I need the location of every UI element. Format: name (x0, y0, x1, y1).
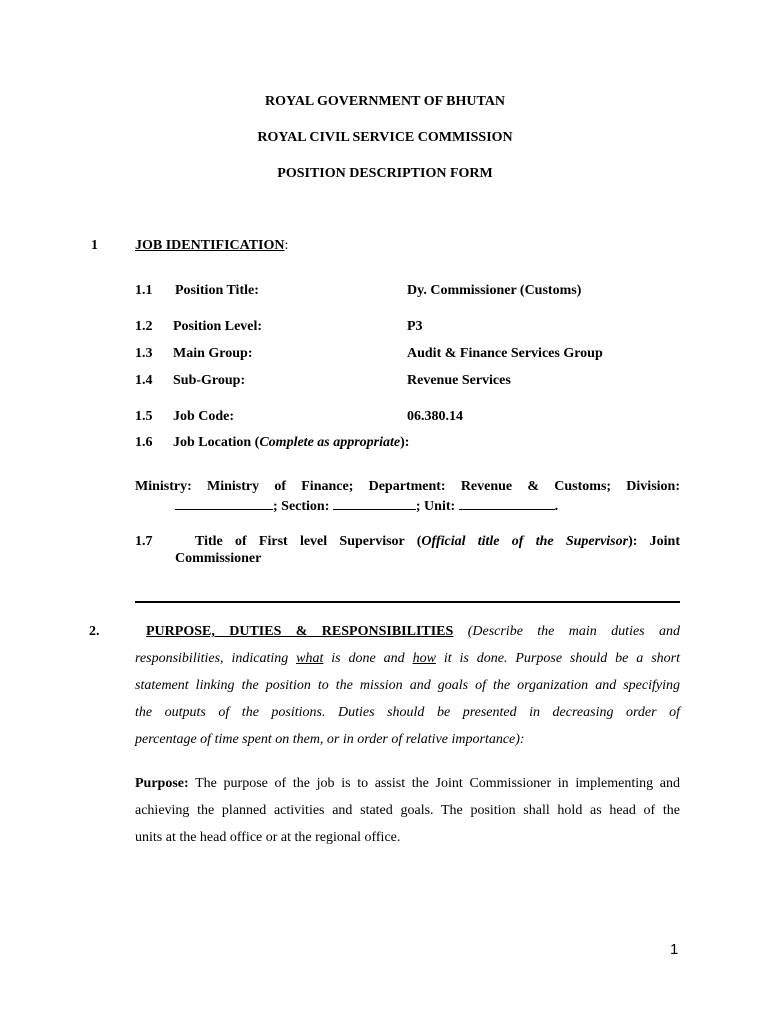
item-1-3-value: Audit & Finance Services Group (407, 346, 603, 361)
item-1-3-label: Main Group: (173, 346, 253, 361)
section-2-title: PURPOSE, DUTIES & RESPONSIBILITIES (146, 624, 454, 639)
item-1-3-number: 1.3 (135, 346, 153, 361)
header-line-3: POSITION DESCRIPTION FORM (277, 166, 493, 181)
item-1-2-value: P3 (407, 319, 423, 334)
page-number: 1 (670, 941, 679, 958)
instructions-line-2: responsibilities, indicating what is done and how it is done. Purpose should be a short (135, 651, 680, 666)
section-1-title: JOB IDENTIFICATION (135, 238, 285, 253)
item-1-1-number: 1.1 (135, 283, 153, 298)
item-1-7-label: Title of First level Supervisor (Official title of the Supervisor): Joint (195, 534, 680, 549)
purpose-line-3: units at the head office or at the regional office. (135, 830, 401, 845)
item-1-5-value: 06.380.14 (407, 409, 463, 424)
item-1-4-value: Revenue Services (407, 373, 511, 388)
purpose-line-2: achieving the planned activities and stated goals. The position shall hold as head of the (135, 803, 680, 818)
item-1-7-continuation: Commissioner (175, 551, 262, 566)
item-1-7-number: 1.7 (135, 534, 153, 549)
section-1-number: 1 (91, 238, 98, 253)
instructions-line-3: statement linking the position to the mission and goals of the organization and specifying (135, 678, 680, 693)
job-location-blanks-line: ; Section: ; Unit: . (175, 497, 558, 515)
division-blank[interactable] (175, 497, 273, 510)
section-divider (135, 601, 680, 603)
section-1-colon: : (284, 238, 289, 253)
purpose-label: Purpose: (135, 776, 189, 791)
item-1-5-label: Job Code: (173, 409, 235, 424)
item-1-6-number: 1.6 (135, 435, 153, 450)
purpose-line-1: Purpose: The purpose of the job is to assist the Joint Commissioner in implementing and (135, 776, 680, 791)
section-1-heading (135, 238, 288, 254)
item-1-2-number: 1.2 (135, 319, 153, 334)
item-1-4-number: 1.4 (135, 373, 153, 388)
item-1-2-label: Position Level: (173, 319, 263, 334)
section-blank[interactable] (333, 497, 416, 510)
instructions-line-4: the outputs of the positions. Duties should be presented in decreasing order of (135, 705, 680, 720)
header-line-1: ROYAL GOVERNMENT OF BHUTAN (265, 94, 505, 109)
section-2-number: 2. (89, 624, 100, 639)
unit-blank[interactable] (459, 497, 555, 510)
section-2-heading-line: PURPOSE, DUTIES & RESPONSIBILITIES (Describe the main duties and (146, 624, 681, 639)
item-1-6-label: Job Location (Complete as appropriate): (173, 435, 410, 450)
instructions-line-5: percentage of time spent on them, or in order of relative importance): (135, 732, 525, 747)
item-1-5-number: 1.5 (135, 409, 153, 424)
item-1-1-label: Position Title: (175, 283, 259, 298)
header-line-2: ROYAL CIVIL SERVICE COMMISSION (257, 130, 513, 145)
job-location-ministry-line: Ministry: Ministry of Finance; Department: Revenue & Customs; Division: (135, 479, 680, 494)
item-1-4-label: Sub-Group: (173, 373, 246, 388)
item-1-1-value: Dy. Commissioner (Customs) (407, 283, 582, 298)
